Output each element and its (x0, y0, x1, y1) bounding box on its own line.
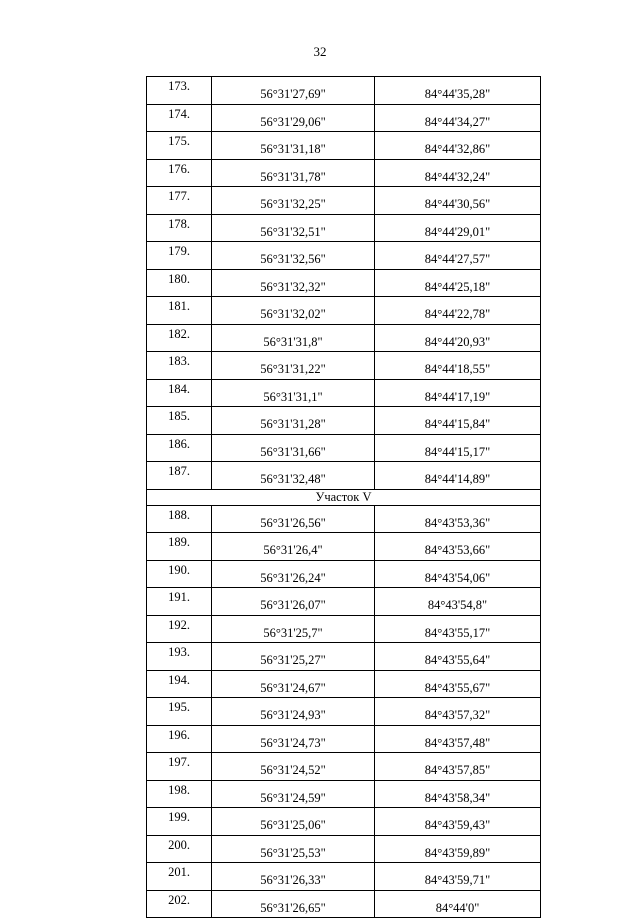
longitude-cell: 84°43'59,71" (375, 863, 541, 891)
table-row (147, 643, 541, 671)
point-number-cell: 188. (147, 505, 212, 533)
point-number-cell: 202. (147, 890, 212, 918)
longitude-cell: 84°44'14,89" (375, 462, 541, 490)
longitude-cell: 84°44'32,86" (375, 132, 541, 160)
table-row (147, 698, 541, 726)
table-row (147, 560, 541, 588)
table-row (147, 808, 541, 836)
latitude-cell: 56°31'24,73" (212, 725, 375, 753)
table-row (147, 352, 541, 380)
latitude-cell: 56°31'26,24" (212, 560, 375, 588)
point-number-cell: 201. (147, 863, 212, 891)
latitude-cell: 56°31'25,27" (212, 643, 375, 671)
table-row (147, 159, 541, 187)
latitude-cell: 56°31'26,4" (212, 533, 375, 561)
latitude-cell: 56°31'31,28" (212, 407, 375, 435)
point-number-cell: 200. (147, 835, 212, 863)
latitude-cell: 56°31'32,51" (212, 214, 375, 242)
table-row (147, 379, 541, 407)
table-row (147, 835, 541, 863)
table-row (147, 670, 541, 698)
point-number-cell: 192. (147, 615, 212, 643)
table-row (147, 214, 541, 242)
table-row (147, 104, 541, 132)
section-row (147, 489, 541, 505)
table-row (147, 187, 541, 215)
latitude-cell: 56°31'25,7" (212, 615, 375, 643)
longitude-cell: 84°44'25,18" (375, 269, 541, 297)
table-row (147, 533, 541, 561)
latitude-cell: 56°31'31,22" (212, 352, 375, 380)
point-number-cell: 181. (147, 297, 212, 325)
latitude-cell: 56°31'24,67" (212, 670, 375, 698)
point-number-cell: 185. (147, 407, 212, 435)
table-row (147, 324, 541, 352)
longitude-cell: 84°44'15,17" (375, 434, 541, 462)
longitude-cell: 84°43'54,06" (375, 560, 541, 588)
longitude-cell: 84°44'20,93" (375, 324, 541, 352)
point-number-cell: 196. (147, 725, 212, 753)
table-row (147, 505, 541, 533)
coordinates-table (146, 76, 541, 918)
table-row (147, 132, 541, 160)
point-number-cell: 189. (147, 533, 212, 561)
point-number-cell: 197. (147, 753, 212, 781)
point-number-cell: 180. (147, 269, 212, 297)
longitude-cell: 84°43'53,36" (375, 505, 541, 533)
longitude-cell: 84°43'57,85" (375, 753, 541, 781)
latitude-cell: 56°31'31,18" (212, 132, 375, 160)
longitude-cell: 84°43'55,17" (375, 615, 541, 643)
latitude-cell: 56°31'26,07" (212, 588, 375, 616)
longitude-cell: 84°44'34,27" (375, 104, 541, 132)
longitude-cell: 84°44'17,19" (375, 379, 541, 407)
longitude-cell: 84°44'27,57" (375, 242, 541, 270)
table-row (147, 407, 541, 435)
table-row (147, 890, 541, 918)
longitude-cell: 84°43'55,67" (375, 670, 541, 698)
point-number-cell: 177. (147, 187, 212, 215)
section-title: Участок V (147, 489, 541, 505)
longitude-cell: 84°44'29,01" (375, 214, 541, 242)
latitude-cell: 56°31'24,93" (212, 698, 375, 726)
table-row (147, 77, 541, 105)
longitude-cell: 84°43'55,64" (375, 643, 541, 671)
point-number-cell: 173. (147, 77, 212, 105)
latitude-cell: 56°31'25,53" (212, 835, 375, 863)
longitude-cell: 84°44'35,28" (375, 77, 541, 105)
point-number-cell: 199. (147, 808, 212, 836)
point-number-cell: 183. (147, 352, 212, 380)
point-number-cell: 194. (147, 670, 212, 698)
table-row (147, 725, 541, 753)
longitude-cell: 84°43'59,43" (375, 808, 541, 836)
point-number-cell: 190. (147, 560, 212, 588)
latitude-cell: 56°31'29,06" (212, 104, 375, 132)
point-number-cell: 193. (147, 643, 212, 671)
coordinates-table-body (147, 77, 541, 918)
table-row (147, 462, 541, 490)
table-row (147, 269, 541, 297)
point-number-cell: 178. (147, 214, 212, 242)
latitude-cell: 56°31'24,59" (212, 780, 375, 808)
table-row (147, 863, 541, 891)
latitude-cell: 56°31'32,25" (212, 187, 375, 215)
point-number-cell: 198. (147, 780, 212, 808)
point-number-cell: 184. (147, 379, 212, 407)
point-number-cell: 187. (147, 462, 212, 490)
table-row (147, 297, 541, 325)
latitude-cell: 56°31'27,69" (212, 77, 375, 105)
longitude-cell: 84°43'59,89" (375, 835, 541, 863)
longitude-cell: 84°43'57,48" (375, 725, 541, 753)
latitude-cell: 56°31'32,48" (212, 462, 375, 490)
table-row (147, 753, 541, 781)
latitude-cell: 56°31'32,02" (212, 297, 375, 325)
longitude-cell: 84°44'0" (375, 890, 541, 918)
longitude-cell: 84°44'18,55" (375, 352, 541, 380)
point-number-cell: 179. (147, 242, 212, 270)
longitude-cell: 84°43'57,32" (375, 698, 541, 726)
point-number-cell: 176. (147, 159, 212, 187)
longitude-cell: 84°44'15,84" (375, 407, 541, 435)
latitude-cell: 56°31'25,06" (212, 808, 375, 836)
longitude-cell: 84°44'22,78" (375, 297, 541, 325)
latitude-cell: 56°31'31,66" (212, 434, 375, 462)
table-row (147, 615, 541, 643)
table-row (147, 434, 541, 462)
point-number-cell: 182. (147, 324, 212, 352)
longitude-cell: 84°44'30,56" (375, 187, 541, 215)
table-row (147, 242, 541, 270)
table-row (147, 780, 541, 808)
latitude-cell: 56°31'31,8" (212, 324, 375, 352)
point-number-cell: 174. (147, 104, 212, 132)
point-number-cell: 191. (147, 588, 212, 616)
latitude-cell: 56°31'32,32" (212, 269, 375, 297)
longitude-cell: 84°43'58,34" (375, 780, 541, 808)
longitude-cell: 84°43'54,8" (375, 588, 541, 616)
latitude-cell: 56°31'31,78" (212, 159, 375, 187)
latitude-cell: 56°31'26,56" (212, 505, 375, 533)
longitude-cell: 84°44'32,24" (375, 159, 541, 187)
latitude-cell: 56°31'26,65" (212, 890, 375, 918)
latitude-cell: 56°31'26,33" (212, 863, 375, 891)
latitude-cell: 56°31'31,1" (212, 379, 375, 407)
point-number-cell: 186. (147, 434, 212, 462)
page-number: 32 (313, 44, 327, 59)
point-number-cell: 195. (147, 698, 212, 726)
latitude-cell: 56°31'24,52" (212, 753, 375, 781)
longitude-cell: 84°43'53,66" (375, 533, 541, 561)
latitude-cell: 56°31'32,56" (212, 242, 375, 270)
point-number-cell: 175. (147, 132, 212, 160)
table-row (147, 588, 541, 616)
